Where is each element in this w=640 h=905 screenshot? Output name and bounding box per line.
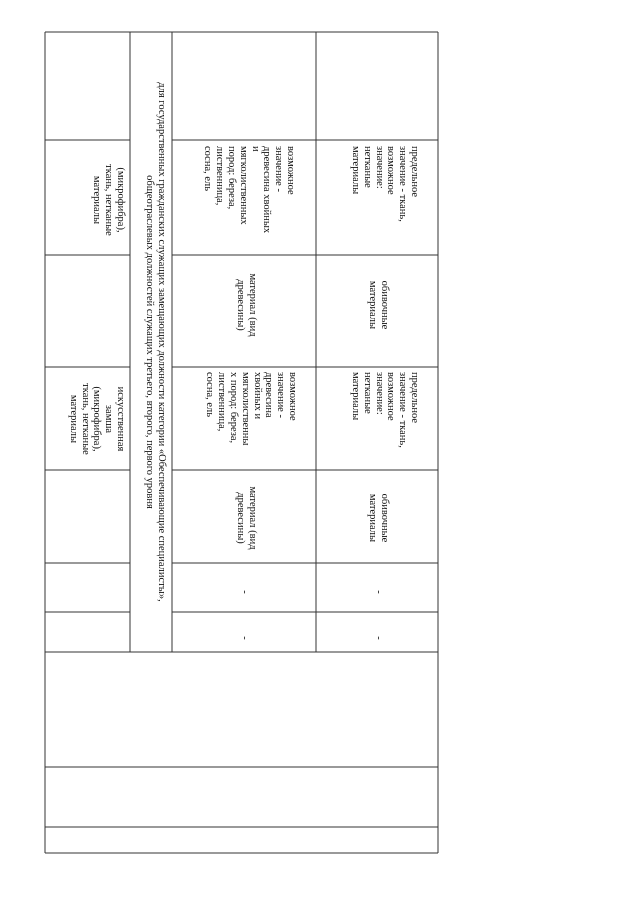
wood-row-material-right: материал (вид древесины) [235,273,258,337]
section-header: для государственных гражданских служащих замещающих должности категории «Обеспечивающие специалисты», общеотраслевых должностей служащих третьего, второго, первого уровня [144,82,167,602]
upholstery-row-dash-1: - [373,636,384,640]
top-row-cell-b: искусственная замша (микрофибра), ткань, нетканые материалы [67,383,126,455]
upholstery-row-value-right: предельное значение - ткань, возможное значение: нетканые материалы [350,146,420,222]
top-row-cell-a: (микрофибра), ткань, нетканые материалы [91,164,126,236]
wood-row-value-right: возможное значение - древесина хвойных и мягколиственных пород: береза, лиственница, сосна, ель [202,146,296,234]
upholstery-row-value-left: предельное значение - ткань, возможное значение: нетканые материалы [350,372,420,448]
upholstery-row-dash-2: - [373,590,384,594]
upholstery-row-material-left: обивочные материалы [367,493,390,543]
upholstery-row-material-right: обивочные материалы [367,280,390,330]
wood-row-dash-1: - [239,636,250,640]
wood-row-dash-2: - [239,590,250,594]
wood-row-material-left: материал (вид древесины) [235,486,258,550]
wood-row-value-left: возможное значение - древесина хвойных и мягколиственны х пород: береза, лиственница, сосна, ель [204,372,298,446]
